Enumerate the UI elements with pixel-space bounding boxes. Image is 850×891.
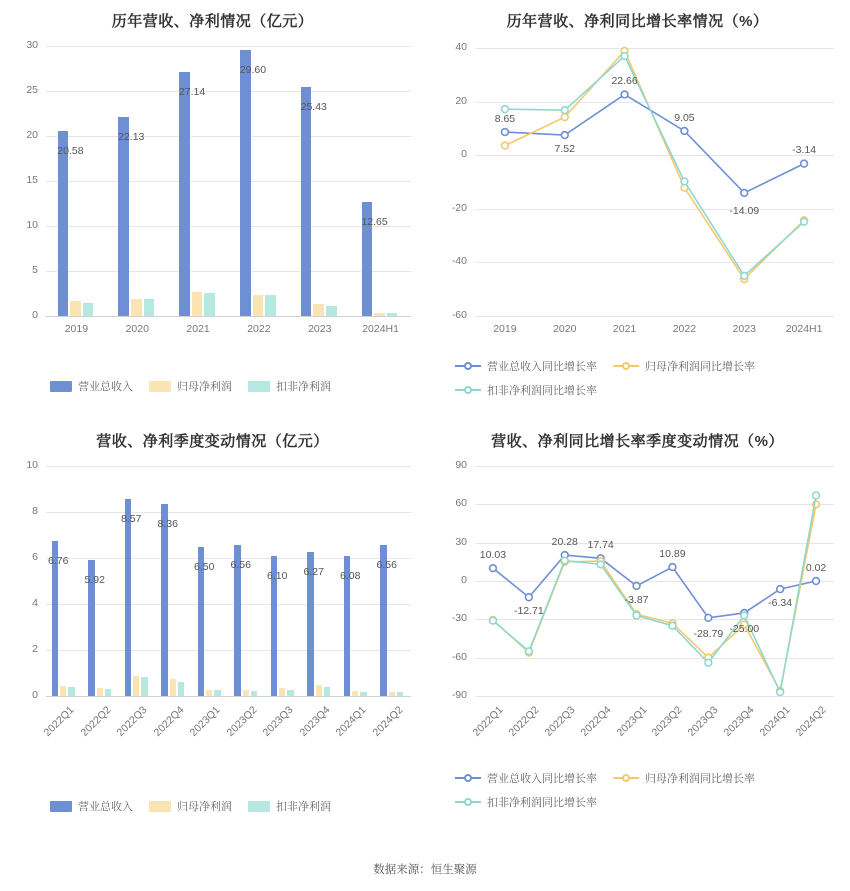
y-axis-tick-label: 25 (26, 84, 38, 96)
bar-value-label: 20.58 (57, 144, 84, 157)
gridline (46, 316, 411, 317)
y-axis-tick-label: 2 (32, 643, 38, 655)
bar (397, 692, 403, 696)
legend-item-label: 归母净利润同比增长率 (645, 773, 755, 785)
y-axis-tick-label: 6 (32, 551, 38, 563)
y-axis-tick-label: 60 (455, 497, 467, 510)
gridline (46, 650, 411, 651)
bar (253, 295, 264, 316)
legend-swatch-icon (248, 801, 270, 812)
legend-item[interactable] (248, 798, 331, 814)
legend-item[interactable] (613, 770, 755, 786)
legend-line-marker-icon (455, 777, 481, 779)
x-axis-tick-label: 2024H1 (785, 323, 823, 335)
source-note: 数据来源：恒生聚源 (373, 864, 477, 876)
legend-line-marker-icon (455, 389, 481, 391)
y-axis-tick-label: 0 (32, 309, 38, 321)
legend-item[interactable] (455, 770, 597, 786)
point-value-label: -28.79 (693, 627, 724, 640)
bar (265, 295, 276, 316)
y-axis-tick-label: 0 (461, 148, 467, 161)
bar (352, 691, 358, 696)
x-axis-tick-label: 2023 (308, 323, 332, 335)
bar-value-label: 25.43 (300, 101, 327, 114)
bar (204, 293, 215, 316)
y-axis-tick-label: -20 (451, 201, 467, 214)
bar (58, 131, 69, 316)
page-title: 历年营收、净利同比增长率情况（%） (506, 13, 769, 30)
legend-item-label: 归母净利润 (177, 801, 232, 813)
x-axis-tick-label: 2022 (247, 323, 271, 335)
point-value-label: 17.74 (587, 539, 614, 552)
gridline (46, 136, 411, 137)
bar (301, 87, 312, 316)
bar-value-label: 6.10 (267, 569, 288, 582)
bar-value-label: 6.50 (194, 560, 215, 573)
bar (161, 504, 167, 696)
x-axis-tick-label: 2022Q2 (78, 704, 114, 739)
point-value-label: -12.71 (513, 605, 544, 618)
point-value-label: 20.28 (551, 536, 578, 549)
bar (125, 499, 131, 696)
bar (170, 679, 176, 696)
bar (360, 692, 366, 696)
point-value-label: -25.00 (729, 622, 760, 635)
bar-value-label: 5.92 (84, 573, 105, 586)
legend-item-label: 扣非净利润同比增长率 (487, 385, 597, 397)
x-axis-tick-label: 2020 (125, 323, 149, 335)
legend-item-label: 归母净利润 (177, 381, 232, 393)
bar (118, 117, 129, 316)
legend-item-label: 营业总收入 (78, 381, 133, 393)
legend-swatch-icon (50, 381, 72, 392)
chart-panel-annual-revenue-profit (0, 0, 425, 420)
gridline (46, 46, 411, 47)
bar (83, 303, 94, 317)
point-value-label: 22.66 (611, 75, 638, 88)
x-axis-tick-label: 2023Q1 (614, 704, 650, 739)
point-value-label: 9.05 (674, 111, 695, 124)
legend-line-marker-icon (455, 365, 481, 367)
y-axis-tick-label: 5 (32, 264, 38, 276)
bar (374, 313, 385, 316)
bar (287, 690, 293, 696)
legend-item[interactable] (455, 382, 597, 398)
bar (316, 685, 322, 696)
x-axis-tick-label: 2022Q3 (114, 704, 150, 739)
x-axis-tick-label: 2021 (612, 323, 637, 335)
point-value-label: -6.34 (768, 597, 793, 610)
point-value-label: -14.09 (729, 204, 760, 217)
bar (178, 682, 184, 696)
point-value-label: 10.89 (659, 548, 686, 561)
legend-swatch-icon (149, 801, 171, 812)
y-axis-tick-label: 8 (32, 505, 38, 517)
bar (97, 688, 103, 696)
legend-item[interactable] (149, 378, 232, 394)
x-axis-tick-label: 2023Q4 (297, 704, 333, 739)
bar (279, 688, 285, 696)
legend-item[interactable] (50, 798, 133, 814)
y-axis-tick-label: 10 (26, 459, 38, 471)
x-axis-tick-label: 2022Q4 (578, 704, 614, 739)
bar-value-label: 6.76 (48, 554, 69, 567)
plot-area-quarterly-growth-rate (425, 452, 850, 752)
legend-quarterly-growth-rate (455, 770, 845, 818)
bar (313, 304, 324, 316)
y-axis-tick-label: 40 (455, 41, 467, 53)
x-axis-tick-label: 2020 (553, 323, 577, 335)
x-axis-tick-label: 2023 (732, 323, 756, 335)
legend-line-marker-icon (613, 365, 639, 367)
legend-swatch-icon (248, 381, 270, 392)
y-axis-tick-label: 15 (26, 174, 38, 186)
gridline (46, 181, 411, 182)
x-axis-tick-label: 2023Q3 (685, 704, 721, 739)
legend-swatch-icon (50, 801, 72, 812)
x-axis-tick-label: 2022Q3 (542, 704, 578, 739)
bar (131, 299, 142, 316)
x-axis-tick-label: 2024Q2 (793, 704, 829, 739)
bar-value-label: 8.57 (121, 512, 142, 525)
legend-quarterly-revenue-profit (50, 798, 410, 822)
y-axis-tick-label: 30 (455, 535, 467, 548)
legend-line-marker-icon (613, 777, 639, 779)
legend-annual-growth-rate (455, 358, 845, 406)
legend-line-marker-icon (455, 801, 481, 803)
y-axis-tick-label: 0 (461, 574, 467, 586)
bar-value-label: 12.65 (361, 216, 388, 229)
legend-item-label: 营业总收入同比增长率 (487, 361, 597, 373)
bar (214, 690, 220, 696)
bar-value-label: 29.60 (239, 63, 267, 76)
x-axis-tick-label: 2022Q4 (151, 704, 187, 739)
x-axis-tick-label: 2023Q3 (260, 704, 296, 739)
y-axis-tick-label: 10 (26, 219, 38, 231)
legend-swatch-icon (149, 381, 171, 392)
y-axis-tick-label: 4 (32, 597, 38, 609)
legend-item[interactable] (50, 378, 133, 394)
bar (70, 301, 81, 316)
bar (326, 306, 337, 316)
x-axis-tick-label: 2022Q2 (506, 704, 542, 739)
gridline (46, 91, 411, 92)
bar (141, 677, 147, 696)
x-axis-tick-label: 2019 (64, 323, 89, 335)
legend-item[interactable] (613, 358, 755, 374)
bar-value-label: 6.27 (303, 565, 324, 578)
bar-value-label: 6.08 (340, 570, 361, 583)
bar-value-label: 6.56 (230, 559, 251, 572)
y-axis-tick-label: 0 (32, 689, 38, 701)
gridline (46, 512, 411, 513)
x-axis-tick-label: 2023Q4 (721, 704, 757, 739)
legend-item-label: 营业总收入同比增长率 (487, 773, 597, 785)
y-axis-tick-label: 20 (455, 94, 467, 107)
legend-item[interactable] (455, 358, 597, 374)
bar (68, 687, 74, 696)
legend-item-label: 扣非净利润 (276, 801, 331, 813)
bar (105, 689, 111, 696)
x-axis-tick-label: 2022Q1 (470, 704, 506, 739)
point-value-label: -3.87 (624, 593, 649, 606)
x-axis-tick-label: 2023Q2 (650, 704, 685, 739)
bar (133, 676, 139, 696)
page-title: 营收、净利同比增长率季度变动情况（%） (491, 433, 784, 450)
x-axis-tick-label: 2021 (186, 323, 210, 335)
bar-value-label: 8.36 (157, 517, 178, 530)
gridline (46, 696, 411, 697)
bar (389, 692, 395, 696)
y-axis-tick-label: 30 (26, 39, 38, 51)
point-value-label: 0.02 (805, 561, 827, 574)
legend-annual-revenue-profit (50, 378, 410, 402)
x-axis-tick-label: 2023Q2 (224, 704, 260, 739)
y-axis-tick-label: 20 (26, 129, 38, 141)
bar (251, 691, 257, 696)
chart-panel-quarterly-revenue-profit (0, 420, 425, 820)
gridline (46, 604, 411, 605)
bar (324, 687, 330, 696)
chart-panel-annual-growth-rate (425, 0, 850, 420)
legend-item[interactable] (248, 378, 331, 394)
bar-value-label: 6.56 (376, 559, 397, 572)
bar (206, 690, 212, 696)
gridline (46, 271, 411, 272)
y-axis-tick-label: -60 (451, 650, 467, 663)
legend-item-label: 扣非净利润 (276, 381, 331, 393)
legend-item-label: 归母净利润同比增长率 (645, 361, 755, 373)
legend-item-label: 营业总收入 (78, 801, 133, 813)
y-axis-tick-label: -40 (451, 255, 467, 268)
x-axis-tick-label: 2024H1 (362, 323, 399, 335)
point-value-label: 8.65 (494, 113, 516, 126)
bar-value-label: 22.13 (118, 130, 145, 143)
point-value-label: 7.52 (554, 143, 575, 156)
plot-area-annual-growth-rate (425, 32, 850, 342)
y-axis-tick-label: -60 (451, 309, 467, 321)
bar-value-label: 27.14 (178, 85, 206, 98)
y-axis-tick-label: -90 (451, 689, 467, 701)
plot-area-quarterly-revenue-profit (0, 452, 425, 752)
bar (192, 292, 203, 316)
x-axis-tick-label: 2024Q2 (370, 704, 406, 739)
bar (240, 50, 251, 316)
page-title: 历年营收、净利情况（亿元） (111, 13, 314, 30)
x-axis-tick-label: 2022Q1 (41, 704, 77, 739)
y-axis-tick-label: 90 (455, 459, 467, 471)
legend-item[interactable] (149, 798, 232, 814)
legend-item[interactable] (455, 794, 597, 810)
legend-item-label: 扣非净利润同比增长率 (487, 797, 597, 809)
x-axis-tick-label: 2023Q1 (187, 704, 223, 739)
bar (179, 72, 190, 316)
bar (144, 299, 155, 316)
page-title: 营收、净利季度变动情况（亿元） (96, 433, 329, 450)
bar (387, 313, 398, 316)
chart-panel-quarterly-growth-rate (425, 420, 850, 820)
x-axis-tick-label: 2019 (493, 323, 517, 335)
y-axis-tick-label: -30 (451, 612, 467, 625)
x-axis-tick-label: 2024Q1 (333, 704, 369, 739)
bar (243, 690, 249, 696)
point-value-label: -3.14 (792, 143, 817, 156)
x-axis-tick-label: 2022 (672, 323, 697, 335)
bar (60, 686, 66, 696)
plot-area-annual-revenue-profit (0, 32, 425, 342)
point-value-label: 10.03 (479, 549, 507, 562)
gridline (46, 466, 411, 467)
x-axis-tick-label: 2024Q1 (757, 704, 793, 739)
